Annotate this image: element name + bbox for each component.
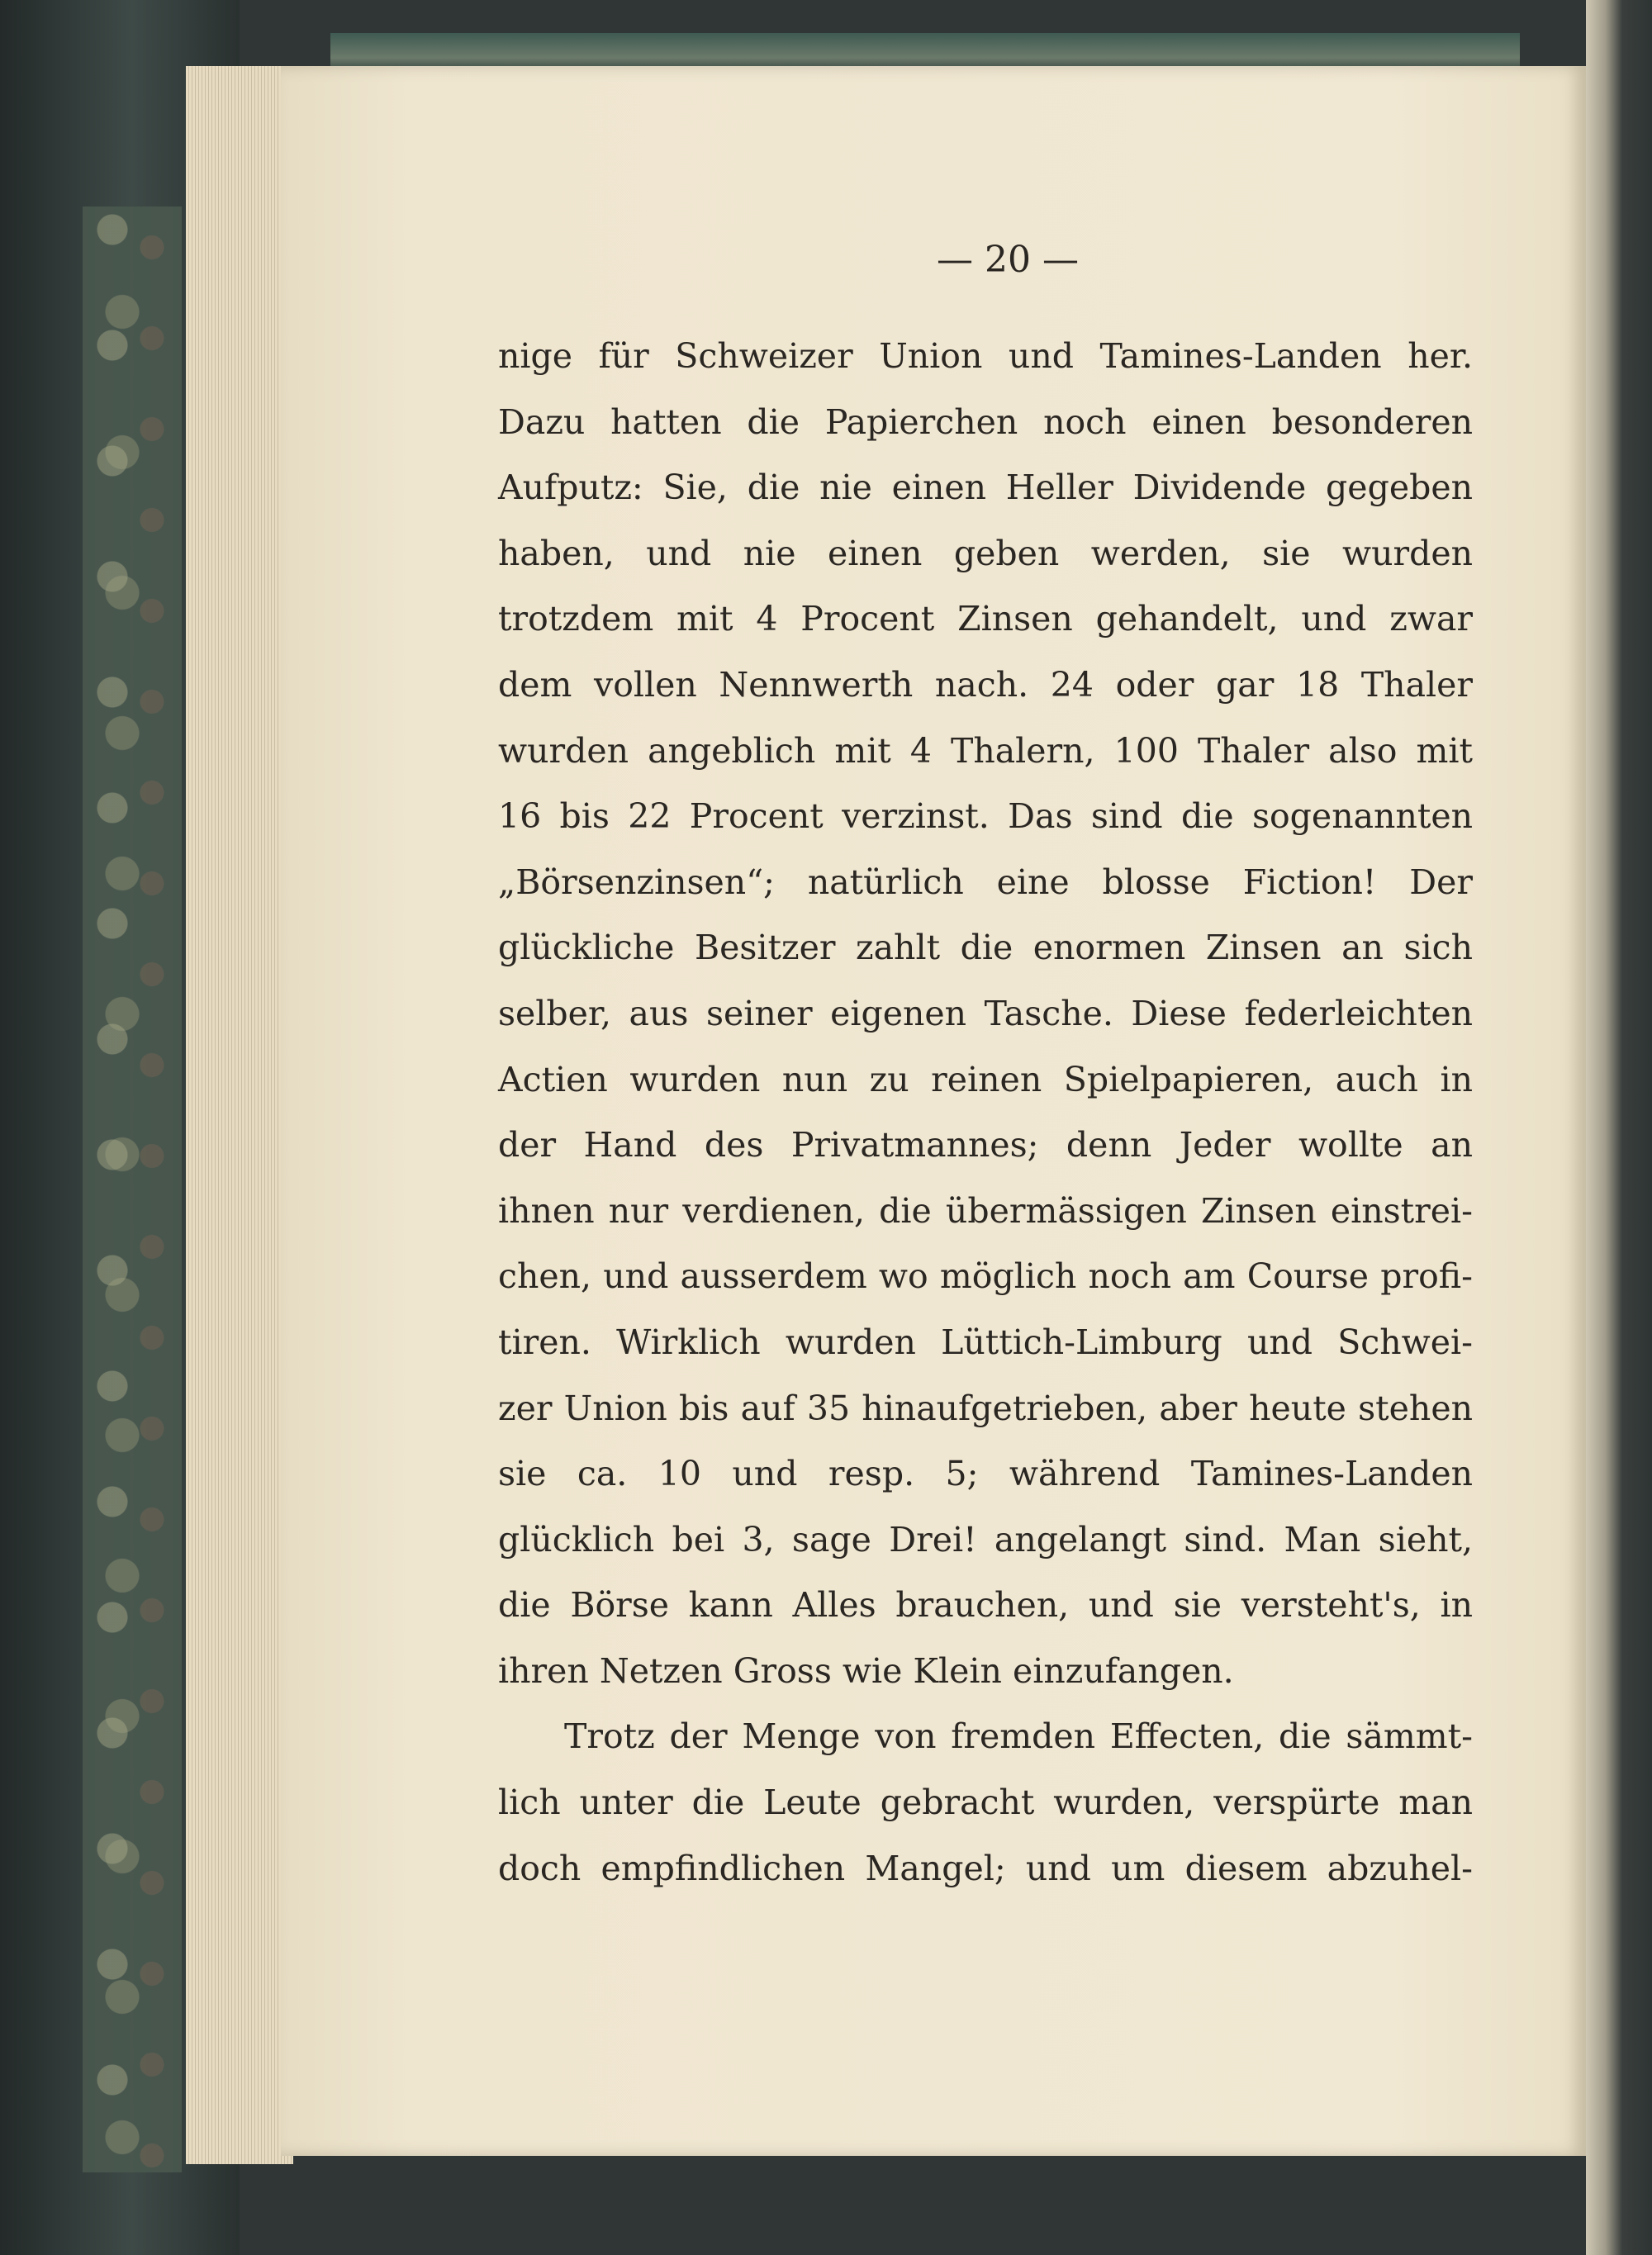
text-line: glückliche Besitzer zahlt die enormen Zinsen an sich bbox=[498, 928, 1473, 968]
text-line-paragraph-start: Trotz der Menge von fremden Effecten, die sämmt- bbox=[564, 1716, 1473, 1757]
text-line: trotzdem mit 4 Procent Zinsen gehandelt, und zwar bbox=[498, 599, 1473, 639]
text-line: zer Union bis auf 35 hinaufgetrieben, aber heute stehen bbox=[498, 1388, 1473, 1428]
text-line: haben, und nie einen geben werden, sie wurden bbox=[498, 533, 1473, 573]
text-line: tiren. Wirklich wurden Lüttich-Limburg und Schwei- bbox=[498, 1322, 1473, 1362]
text-line: ihnen nur verdienen, die übermässigen Zinsen einstrei- bbox=[498, 1190, 1473, 1231]
page-edges bbox=[186, 66, 293, 2164]
text-line: „Börsenzinsen“; natürlich eine blosse Fiction! Der bbox=[498, 862, 1473, 902]
text-line: Dazu hatten die Papierchen noch einen besonderen bbox=[498, 401, 1473, 442]
body-text bbox=[498, 324, 1473, 1893]
text-line-paragraph-end: ihren Netzen Gross wie Klein einzufangen. bbox=[498, 1650, 1234, 1691]
text-line: dem vollen Nennwerth nach. 24 oder gar 18 Thaler bbox=[498, 664, 1473, 705]
text-line: Actien wurden nun zu reinen Spielpapieren, auch in bbox=[498, 1059, 1473, 1099]
text-line: selber, aus seiner eigenen Tasche. Diese federleichten bbox=[498, 993, 1473, 1033]
text-line: sie ca. 10 und resp. 5; während Tamines-Landen bbox=[498, 1454, 1473, 1494]
page-number: — 20 — bbox=[937, 239, 1079, 281]
text-line: wurden angeblich mit 4 Thalern, 100 Thaler also mit bbox=[498, 730, 1473, 771]
text-line: 16 bis 22 Procent verzinst. Das sind die sogenannten bbox=[498, 796, 1473, 837]
text-line: chen, und ausserdem wo möglich noch am Course profi- bbox=[498, 1256, 1473, 1297]
marbled-paper-edge bbox=[83, 207, 182, 2172]
text-line: der Hand des Privatmannes; denn Jeder wollte an bbox=[498, 1125, 1473, 1165]
text-line: lich unter die Leute gebracht wurden, verspürte man bbox=[498, 1783, 1473, 1823]
text-line: die Börse kann Alles brauchen, und sie versteht's, in bbox=[498, 1585, 1473, 1626]
text-line: Aufputz: Sie, die nie einen Heller Dividende gegeben bbox=[498, 468, 1473, 508]
text-line: doch empfindlichen Mangel; und um diesem abzuhel- bbox=[498, 1848, 1473, 1888]
text-line: glücklich bei 3, sage Drei! angelangt sind. Man sieht, bbox=[498, 1519, 1473, 1560]
book-cover-right bbox=[1586, 0, 1652, 2255]
text-line: nige für Schweizer Union und Tamines-Landen her. bbox=[498, 336, 1473, 376]
